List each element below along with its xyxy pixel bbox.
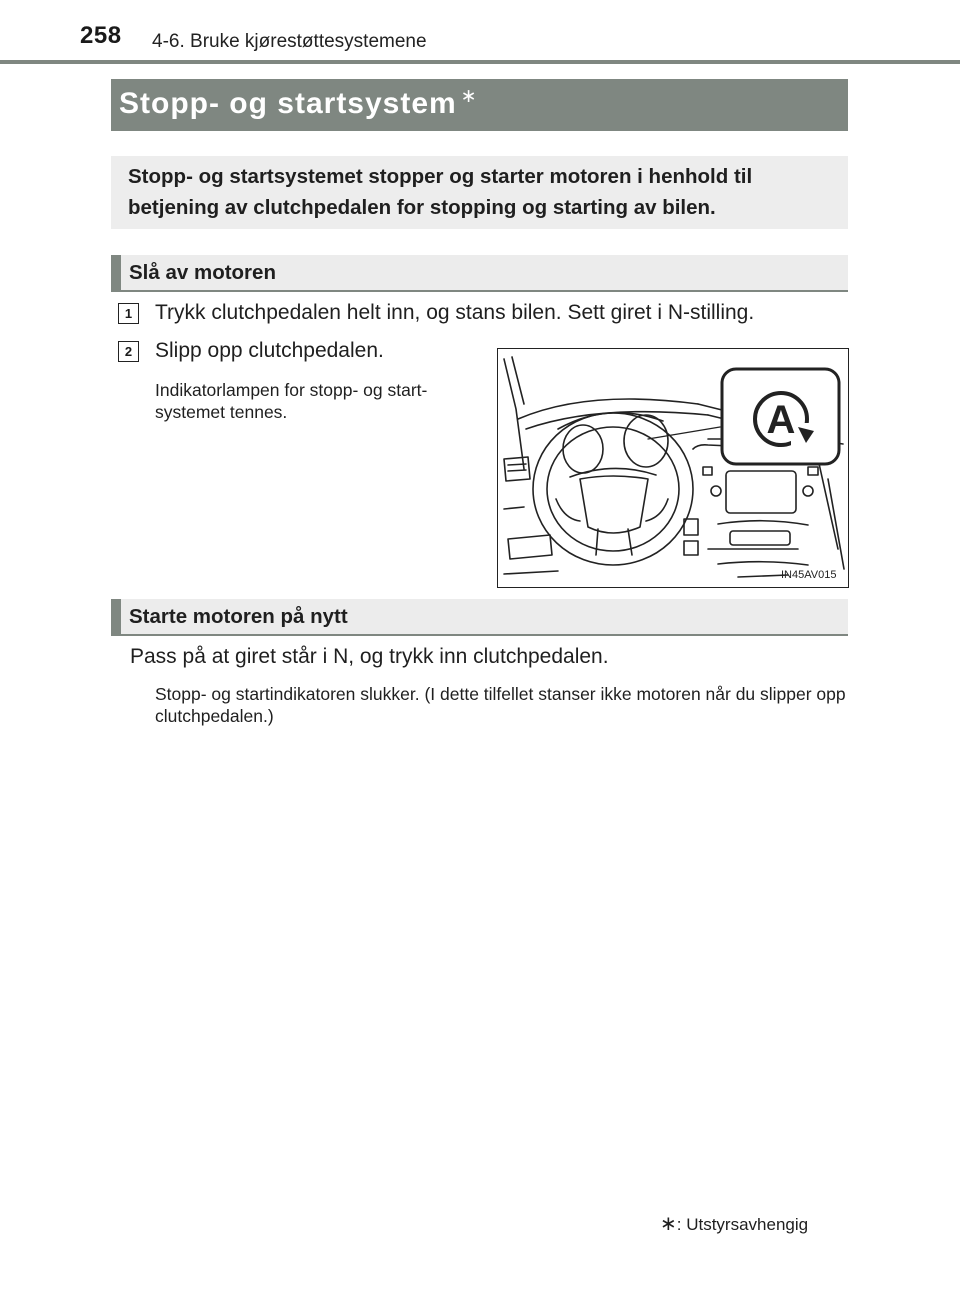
step-number-badge: 2 [118,341,139,362]
section-heading-stop [111,255,848,292]
section-title-bar [111,79,848,131]
section-title: Starte motoren på nytt [129,605,348,628]
section-marker [111,599,121,636]
intro-box [111,156,848,229]
indicator-label: A [766,398,796,442]
instruction-text: Pass på at giret står i N, og trykk inn clutchpedalen. [130,645,609,668]
step-note: Indikatorlampen for stopp- og start-systemet tennes. [155,380,428,422]
step-text: Trykk clutchpedalen helt inn, og stans bilen. Sett giret i N-stilling. [155,301,755,324]
section-heading-restart [111,599,848,636]
dashboard-illustration [497,348,849,588]
dashboard-drawing [498,349,848,587]
equipment-star-icon: ∗ [460,86,478,107]
footnote [660,1211,808,1236]
page-title [119,85,478,121]
intro-text: Stopp- og startsystemet stopper og starter motoren i henhold til betjening av clutchpedalen for stopping og starting av bilen. [128,165,753,219]
step-text: Slipp opp clutchpedalen. [155,339,384,362]
illustration-code: IN45AV015 [781,569,837,581]
chapter-title: 4-6. Bruke kjørestøttesystemene [152,31,427,52]
page-title-text: Stopp- og startsystem [119,87,457,120]
step-number-badge: 1 [118,303,139,324]
section-title: Slå av motoren [129,261,276,284]
footnote-star-icon: ∗ [660,1213,677,1235]
page-number: 258 [80,22,122,49]
instruction-note: Stopp- og startindikatoren slukker. (I dette tilfellet stanser ikke motoren når du slipper opp clutchpedalen.) [155,684,846,726]
header-divider [0,60,960,64]
section-marker [111,255,121,292]
footnote-text: : Utstyrsavhengig [676,1215,809,1234]
